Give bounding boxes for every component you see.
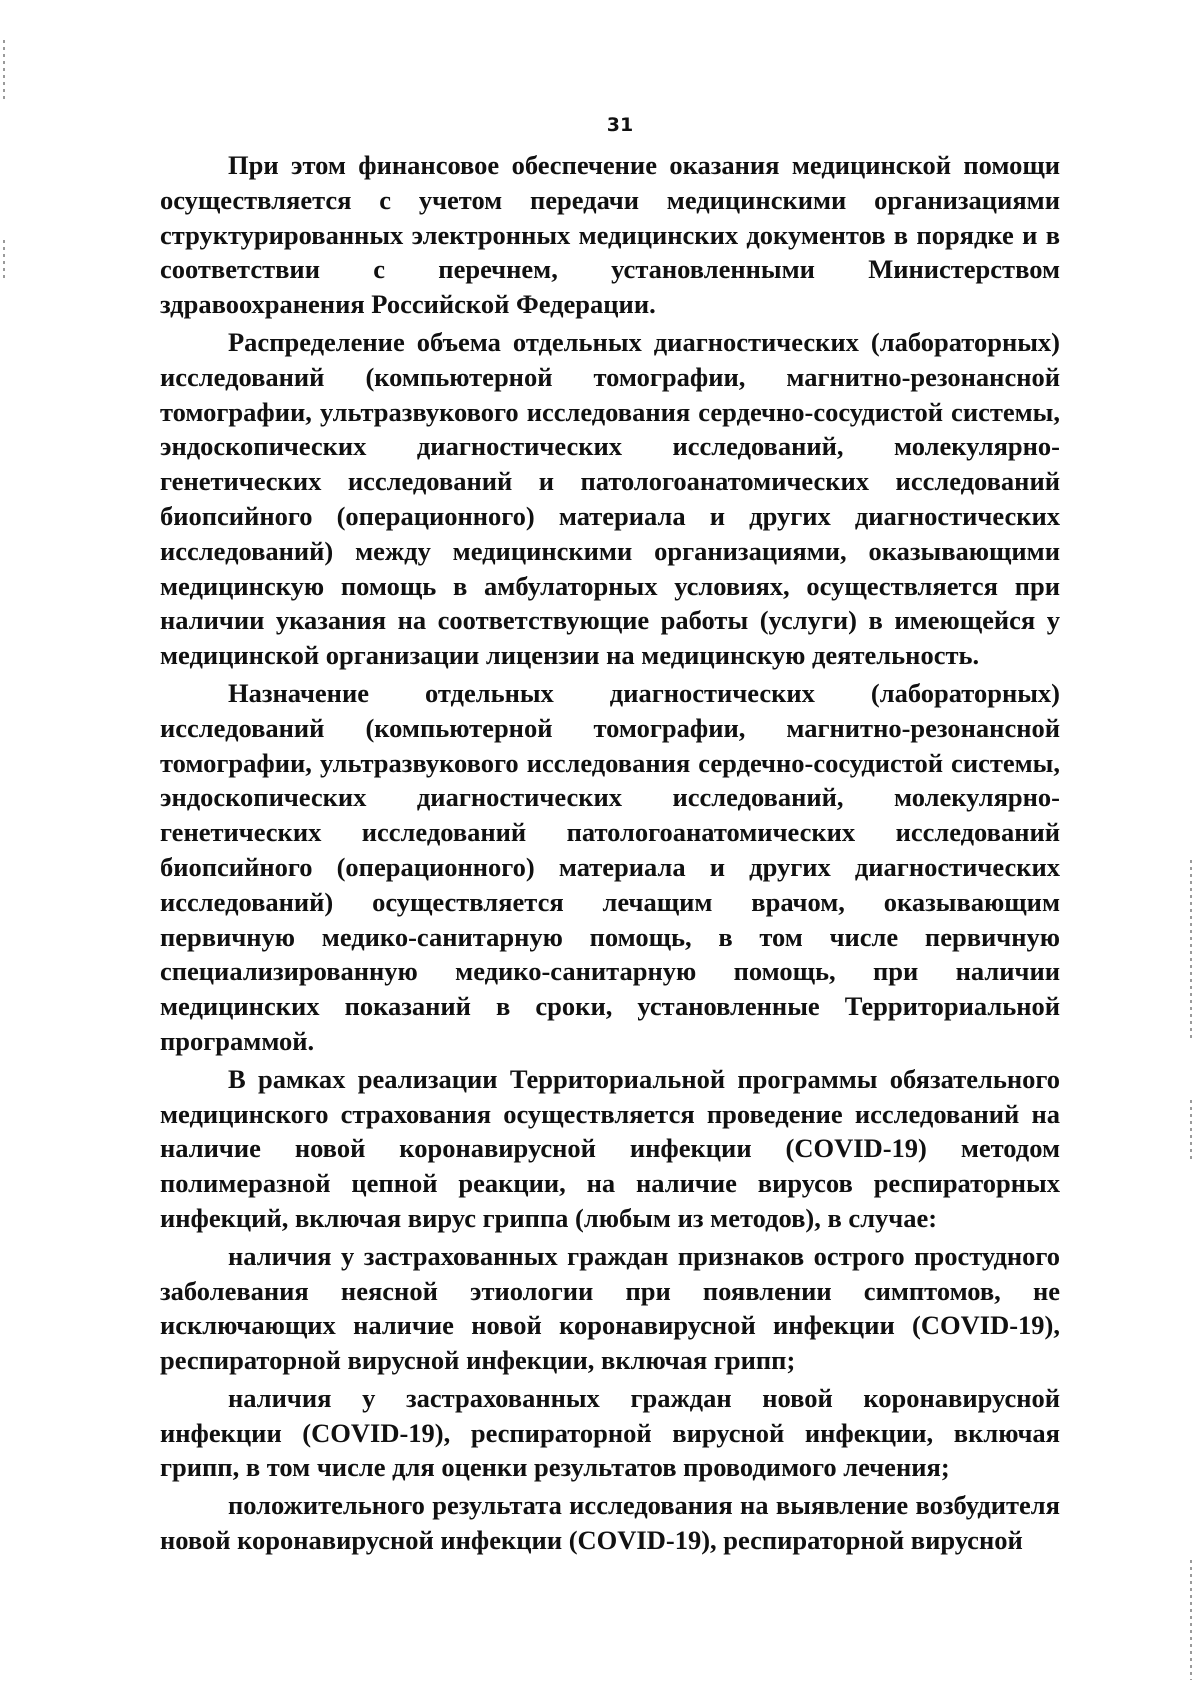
paragraph-distribution: Распределение объема отдельных диагностических (лабораторных) исследований (компьютерной томографии, магнитно-резонансной томографии, ультразвукового исследования сердечно-сосудистой системы, эндоскопических диагностических исследований, молекулярно-генетических исследований и патологоанатомических исследований биопсийного (операционного) материала и других диагностических исследований) между медицинскими организациями, оказывающими медицинскую помощь в амбулаторных условиях, осуществляется при наличии указания на соответствующие работы (услуги) в имеющейся у медицинской организации лицензии на медицинскую деятельность. bbox=[160, 326, 1060, 671]
paragraph-prescription: Назначение отдельных диагностических (лабораторных) исследований (компьютерной томографии, магнитно-резонансной томографии, ультразвукового исследования сердечно-сосудистой системы, эндоскопических диагностических исследований, молекулярно-генетических исследований патологоанатомических исследований биопсийного (операционного) материала и других диагностических исследований) осуществляется лечащим врачом, оказывающим первичную медико-санитарную помощь, в том числе первичную специализированную медико-санитарную помощь, при наличии медицинских показаний в сроки, установленные Территориальной программой. bbox=[160, 677, 1060, 1056]
page-number: 31 bbox=[606, 114, 634, 136]
paragraph-covid-testing: В рамках реализации Территориальной программы обязательного медицинского страхования осуществляется проведение исследований на наличие новой коронавирусной инфекции (COVID-19) методом полимеразной цепной реакции, на наличие вирусов респираторных инфекций, включая вирус гриппа (любым из методов), в случае: bbox=[160, 1063, 1060, 1233]
paragraph-financing: При этом финансовое обеспечение оказания медицинской помощи осуществляется с учетом передачи медицинскими организациями структурированных электронных медицинских документов в порядке и в соответствии с перечнем, установленными Министерством здравоохранения Российской Федерации. bbox=[160, 150, 1060, 320]
scan-edge-mark bbox=[1190, 860, 1192, 1040]
scan-edge-mark bbox=[1190, 1560, 1192, 1680]
scan-edge-mark bbox=[1190, 1100, 1192, 1160]
paragraph-case-symptoms: наличия у застрахованных граждан признаков острого простудного заболевания неясной этиологии при появлении симптомов, не исключающих наличие новой коронавирусной инфекции (COVID-19), респираторной вирусной инфекции, включая грипп; bbox=[160, 1240, 1060, 1376]
scan-edge-mark bbox=[3, 240, 5, 280]
scan-edge-mark bbox=[3, 40, 5, 100]
document-body bbox=[160, 148, 1060, 1561]
paragraph-case-infection: наличия у застрахованных граждан новой коронавирусной инфекции (COVID-19), респираторной вирусной инфекции, включая грипп, в том числе для оценки результатов проводимого лечения; bbox=[160, 1382, 1060, 1483]
paragraph-case-positive-result: положительного результата исследования на выявление возбудителя новой коронавирусной инфекции (COVID-19), респираторной вирусной bbox=[160, 1490, 1060, 1556]
